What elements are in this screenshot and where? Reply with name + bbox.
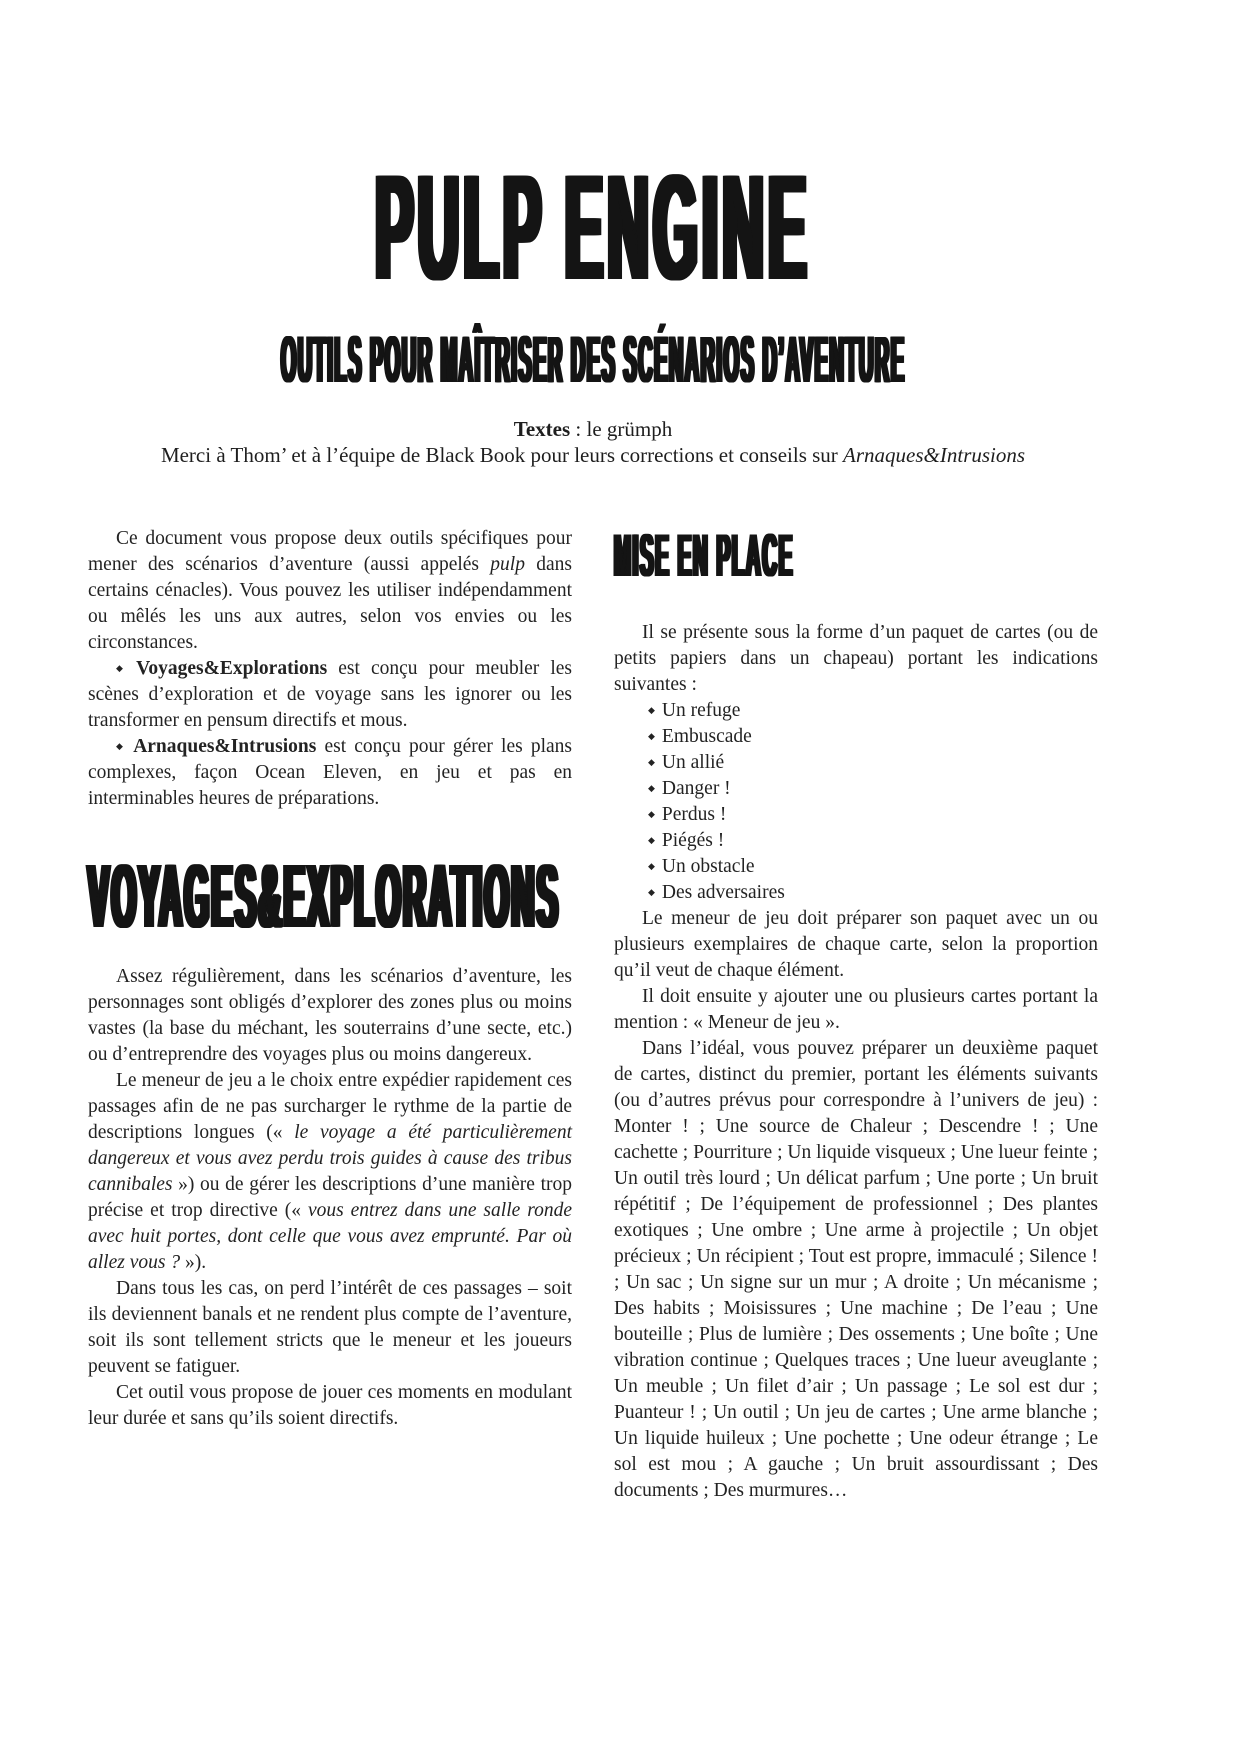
intro-paragraph-text: Ce document vous propose deux outils spécifiques pour mener des scénarios d’aventure (aussi appelés: [88, 528, 572, 575]
list-item: [648, 724, 1098, 750]
list-item: [648, 880, 1098, 906]
intro-paragraph-text-2: dans certains cénacles). Vous pouvez les utiliser indépendamment ou mêlés les uns aux autres, selon vos envies ou les circonstances.: [88, 554, 572, 653]
list-item-label: Perdus !: [661, 804, 727, 825]
title-row: [88, 143, 1098, 311]
voyages-p2-text-3: »).: [180, 1252, 207, 1273]
voyages-p2-text-1: Le meneur de jeu a le choix entre expédier rapidement ces passages afin de ne pas surcharger le rythme de la partie de descriptions longues («: [88, 1070, 572, 1143]
card-indications-list: [614, 698, 1098, 906]
voyages-p2-text-2: ») ou de gérer les descriptions d’une manière trop précise et trop directive («: [88, 1174, 572, 1221]
mise-paragraph-3: Il doit ensuite y ajouter une ou plusieurs cartes portant la mention : « Meneur de jeu ».: [614, 986, 1098, 1033]
diamond-bullet-icon: ◆: [648, 706, 655, 716]
section-heading-row: [88, 847, 572, 947]
list-item-label: Embuscade: [661, 726, 752, 747]
list-item: [648, 698, 1098, 724]
credits-author-line: [88, 416, 1098, 442]
diamond-bullet-icon: ◆: [116, 664, 130, 674]
diamond-bullet-icon: ◆: [648, 862, 655, 872]
mise-paragraph-2: Le meneur de jeu doit préparer son paquet avec un ou plusieurs exemplaires de chaque carte, selon la proportion qu’il veut de chaque élément.: [614, 908, 1098, 981]
document-header: [88, 143, 1098, 468]
diamond-bullet-icon: ◆: [648, 836, 655, 846]
voyages-paragraph-2: [88, 1068, 572, 1276]
two-column-layout: [88, 522, 1098, 1504]
list-item-label: Piégés !: [661, 830, 725, 851]
document-subtitle: OUTILS POUR MAÎTRISER DES SCÉNARIOS D’AVENTURE: [280, 322, 906, 396]
voyages-paragraph-3: Dans tous les cas, on perd l’intérêt de ces passages – soit ils deviennent banals et ne rendent plus compte de l’aventure, soit ils sont tellement stricts que le meneur et les joueurs peuvent se fatiguer.: [88, 1278, 572, 1377]
subtitle-row: [88, 322, 1098, 396]
document-title: PULP ENGINE: [375, 143, 811, 311]
list-item-label: Des adversaires: [661, 882, 785, 903]
list-item: [648, 750, 1098, 776]
voyages-p2-quote-2: vous entrez dans une salle ronde avec huit portes, dont celle que vous avez emprunté. Par où allez vous ?: [88, 1200, 572, 1273]
credits-author: : le grümph: [570, 417, 673, 441]
diamond-bullet-icon: ◆: [648, 888, 655, 898]
intro-paragraph: [88, 526, 572, 656]
tool-name-voyages: Voyages&Explorations: [136, 658, 328, 679]
diamond-bullet-icon: ◆: [648, 758, 655, 768]
credits-thanks-work: Arnaques&Intrusions: [843, 443, 1026, 467]
credits-thanks-text: Merci à Thom’ et à l’équipe de Black Book pour leurs corrections et conseils sur: [160, 443, 844, 467]
mise-paragraph-1: Il se présente sous la forme d’un paquet de cartes (ou de petits papiers dans un chapeau) portant les indications suivantes :: [614, 622, 1098, 695]
voyages-paragraph-4: Cet outil vous propose de jouer ces moments en modulant leur durée et sans qu’ils soient directifs.: [88, 1382, 572, 1429]
diamond-bullet-icon: ◆: [648, 732, 655, 742]
list-item: [648, 776, 1098, 802]
tool-desc-arnaques: est conçu pour gérer les plans complexes, façon Ocean Eleven, en jeu et pas en interminables heures de préparations.: [88, 736, 572, 809]
diamond-bullet-icon: ◆: [116, 742, 127, 752]
section-heading-voyages: VOYAGES&EXPLORATIONS: [88, 847, 561, 947]
bullet-paragraph-voyages: [88, 656, 572, 734]
voyages-p2-quote-1: le voyage a été particulièrement dangereux et vous avez perdu trois guides à cause des tribus cannibales: [88, 1122, 572, 1195]
list-item-label: Un allié: [661, 752, 725, 773]
diamond-bullet-icon: ◆: [648, 810, 655, 820]
left-column: [88, 526, 572, 1504]
diamond-bullet-icon: ◆: [648, 784, 655, 794]
list-item-label: Danger !: [661, 778, 731, 799]
voyages-paragraph-1: Assez régulièrement, dans les scénarios d’aventure, les personnages sont obligés d’explorer des zones plus ou moins vastes (la base du méchant, les souterrains d’une secte, etc.) ou d’entreprendre des voyages plus ou moins dangereux.: [88, 966, 572, 1065]
subsection-heading-row: [614, 522, 1098, 589]
right-column: [614, 522, 1098, 1504]
list-item: [648, 802, 1098, 828]
bullet-paragraph-arnaques: [88, 734, 572, 812]
subsection-heading-mise-en-place: MISE EN PLACE: [614, 522, 794, 589]
tool-desc-voyages: est conçu pour meubler les scènes d’exploration et de voyage sans les ignorer ou les transformer en pensum directifs et mous.: [88, 658, 572, 731]
credits-block: [88, 416, 1098, 468]
credits-label: Textes: [513, 417, 571, 441]
intro-paragraph-italic: pulp: [490, 554, 525, 575]
tool-name-arnaques: Arnaques&Intrusions: [133, 736, 317, 757]
list-item-label: Un obstacle: [661, 856, 755, 877]
mise-paragraph-4: Dans l’idéal, vous pouvez préparer un deuxième paquet de cartes, distinct du premier, portant les éléments suivants (ou d’autres prévus pour correspondre à l’univers de jeu) : Monter ! ; Une source de Chaleur ; Descendre ! ; Une cachette ; Pourriture ; Un liquide visqueux ; Une lueur feinte ; Un outil très lourd ; Un délicat parfum ; Une porte ; Un bruit répétitif ; De l’équipement de professionnel ; Des plantes exotiques ; Une ombre ; Une arme à projectile ; Un objet précieux ; Un récipient ; Tout est propre, immaculé ; Silence ! ; Un sac ; Un signe sur un mur ; A droite ; Un mécanisme ; Des habits ; Moisissures ; Une machine ; De l’eau ; Une bouteille ; Plus de lumière ; Des ossements ; Une boîte ; Une vibration continue ; Quelques traces ; Une lueur aveuglante ; Un meuble ; Un filet d’air ; Un passage ; Le sol est dur ; Puanteur ! ; Un outil ; Un jeu de cartes ; Une arme blanche ; Un liquide huileux ; Une pochette ; Une odeur étrange ; Le sol est mou ; A gauche ; Un bruit assourdissant ; Des documents ; Des murmures…: [614, 1038, 1098, 1501]
credits-thanks-line: [88, 442, 1098, 468]
list-item-label: Un refuge: [661, 700, 741, 721]
page-content: [0, 143, 1241, 1504]
list-item: [648, 828, 1098, 854]
list-item: [648, 854, 1098, 880]
